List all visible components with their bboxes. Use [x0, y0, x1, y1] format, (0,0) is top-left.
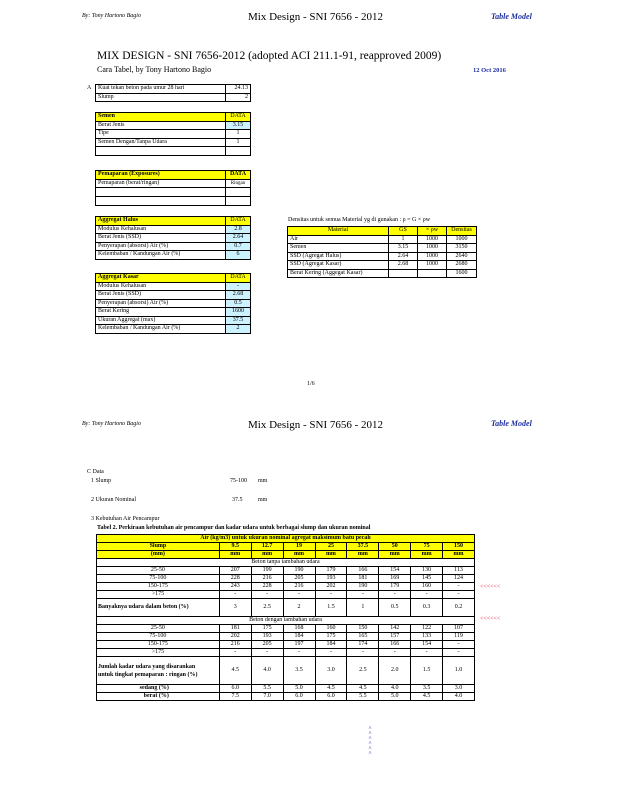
pemaparan-table [95, 170, 251, 206]
berat-cell: 4.0 [443, 693, 475, 701]
col-size: 37.5 [347, 543, 379, 551]
dengan-cell: 175 [315, 633, 347, 641]
tanpa-cell: >175 [97, 591, 220, 599]
kasar-row-label: Ukuran Aggregat (max) [96, 316, 226, 325]
dengan-cell: 166 [379, 641, 411, 649]
berat-cell: 6.0 [315, 693, 347, 701]
jumlah-cell: 2.5 [347, 657, 379, 685]
tanpa-cell: - [347, 591, 379, 599]
tanpa-cell: - [315, 591, 347, 599]
dengan-cell: - [219, 649, 251, 657]
kasar-row-label: Berat Kering [96, 308, 226, 317]
input-table [95, 84, 251, 102]
densitas-cell: 1000 [447, 235, 477, 244]
semen-row-label [96, 147, 226, 156]
densitas-table [287, 226, 477, 278]
dengan-cell: - [411, 649, 443, 657]
tanpa-cell: - [379, 591, 411, 599]
tanpa-cell: 207 [219, 567, 251, 575]
densitas-cell: 1000 [418, 252, 447, 261]
tanpa-cell: 150-175 [97, 583, 220, 591]
banyak-cell: 0.3 [411, 599, 443, 617]
halus-data-header: DATA [226, 217, 251, 226]
col-mm: mm [251, 551, 283, 559]
tanpa-cell: 190 [347, 583, 379, 591]
dengan-cell: 119 [443, 633, 475, 641]
densitas-cell: Berat Kering (Aggegat Kasar) [288, 269, 389, 278]
jumlah-cell: 3.0 [315, 657, 347, 685]
dengan-cell: - [251, 649, 283, 657]
berat-cell: 4.5 [411, 693, 443, 701]
kasar-header: Aggregat Kasar [96, 274, 226, 283]
densitas-cell: 1600 [447, 269, 477, 278]
kebutuhan-label: 3 Kebutuhan Air Pencampur [91, 516, 160, 522]
dengan-cell: 216 [219, 641, 251, 649]
tanpa-cell: 228 [219, 575, 251, 583]
densitas-cell: SSD (Agregat Kasar) [288, 261, 389, 270]
tanpa-cell: - [443, 591, 475, 599]
densitas-note: Densitas untuk semua Material yg di gunakan : ρ = G × ρw [288, 217, 431, 223]
sedang-cell: 6.0 [219, 685, 251, 693]
densitas-cell: Semen [288, 244, 389, 253]
dengan-cell: 184 [283, 633, 315, 641]
tanpa-cell: 25-50 [97, 567, 220, 575]
banyak-label: Banyaknya udara dalam beton (%) [97, 599, 220, 617]
densitas-cell: 1 [389, 235, 418, 244]
col-unit: (mm) [97, 551, 220, 559]
col-size: 75 [411, 543, 443, 551]
dengan-cell: 154 [411, 641, 443, 649]
semen-row-label: Tipe [96, 130, 226, 139]
kasar-row-value[interactable]: - [226, 282, 251, 291]
tanpa-cell: - [443, 583, 475, 591]
banyak-cell: 2 [283, 599, 315, 617]
kasar-row-value[interactable]: 1600 [226, 308, 251, 317]
dengan-cell: - [443, 641, 475, 649]
dengan-cell: 133 [411, 633, 443, 641]
densitas-col-gs: GS [389, 227, 418, 236]
tanpa-cell: - [219, 591, 251, 599]
section-a-label: A [87, 85, 92, 91]
halus-header: Aggregat Halus [96, 217, 226, 226]
page-subtitle: Cara Tabel, by Tony Hartono Bagio [97, 65, 212, 74]
slump-label: Slump [96, 93, 226, 102]
densitas-cell: 2640 [447, 252, 477, 261]
col-size: 19 [283, 543, 315, 551]
date-label: 12 Oct 2016 [473, 67, 506, 74]
halus-row-value[interactable]: 6 [226, 251, 251, 260]
sedang-cell: 5.0 [283, 685, 315, 693]
densitas-cell [389, 269, 418, 278]
page-title: MIX DESIGN - SNI 7656-2012 (adopted ACI 211.1-91, reapproved 2009) [97, 50, 442, 62]
dengan-cell: 107 [443, 625, 475, 633]
halus-row-value[interactable]: 2.8 [226, 225, 251, 234]
tanpa-cell: 160 [411, 583, 443, 591]
halus-row-value[interactable]: 0.7 [226, 242, 251, 251]
pemaparan-row-value[interactable] [226, 197, 251, 206]
dengan-cell: - [347, 649, 379, 657]
dengan-cell: >175 [97, 649, 220, 657]
tanpa-cell: 154 [379, 567, 411, 575]
densitas-cell: 3.15 [389, 244, 418, 253]
halus-row-label: Penyerapan (absorsi) Air (%) [96, 242, 226, 251]
col-mm: mm [315, 551, 347, 559]
dengan-cell: 168 [283, 625, 315, 633]
col-mm: mm [379, 551, 411, 559]
semen-row-label: Semen Dengan/Tanpa Udara [96, 138, 226, 147]
tanpa-cell: - [283, 591, 315, 599]
tanpa-cell: 145 [411, 575, 443, 583]
semen-row-value[interactable]: 1 [226, 130, 251, 139]
halus-row-value[interactable]: 2.64 [226, 234, 251, 243]
kasar-row-label: Berat Jenis (SSD) [96, 291, 226, 300]
densitas-cell: 2.64 [389, 252, 418, 261]
highlight-arrow-icon: <<<<<< [480, 616, 501, 622]
sedang-cell: 3.5 [411, 685, 443, 693]
tanpa-cell: 243 [219, 583, 251, 591]
berat-cell: 7.0 [251, 693, 283, 701]
col-mm: mm [283, 551, 315, 559]
dengan-cell: 157 [379, 633, 411, 641]
semen-row-value[interactable]: 3.15 [226, 121, 251, 130]
sedang-cell: 4.0 [379, 685, 411, 693]
table2 [96, 534, 475, 701]
banyak-cell: 1.5 [315, 599, 347, 617]
densitas-cell: 1000 [418, 244, 447, 253]
pemaparan-row-label [96, 188, 226, 197]
densitas-cell: Air [288, 235, 389, 244]
berat-cell: 5.5 [347, 693, 379, 701]
slump-data-value: 75-100 [230, 478, 247, 484]
jumlah-cell: 2.0 [379, 657, 411, 685]
jumlah-label-line1: Jumlah kadar udara yang disarankan [98, 663, 196, 670]
semen-table [95, 112, 251, 156]
sedang-cell: 4.5 [315, 685, 347, 693]
tanpa-cell: 124 [443, 575, 475, 583]
tanpa-cell: 199 [251, 567, 283, 575]
banyak-cell: 0.2 [443, 599, 475, 617]
banyak-cell: 1 [347, 599, 379, 617]
pemaparan-header: Pemaparan (Exposures) [96, 171, 226, 180]
pemaparan-row-value[interactable] [226, 188, 251, 197]
semen-row-label: Berat Jenis [96, 121, 226, 130]
tanpa-label: Beton tanpa tambahan udara [97, 559, 475, 567]
table2-title: Tabel 2. Perkiraan kebutuhan air pencampur dan kadar udara untuk berbagai slump dan ukuran nominal [97, 525, 371, 531]
dengan-cell: 175 [251, 625, 283, 633]
tanpa-cell: 205 [283, 575, 315, 583]
kasar-data-header: DATA [226, 274, 251, 283]
berat-cell: 6.0 [283, 693, 315, 701]
author-label-2: By: Tony Hartono Bagio [82, 421, 141, 427]
col-mm: mm [219, 551, 251, 559]
kasar-row-value[interactable]: 37.5 [226, 316, 251, 325]
densitas-col-densitas: Densitas [447, 227, 477, 236]
jumlah-cell: 1.5 [411, 657, 443, 685]
header-title: Mix Design - SNI 7656 - 2012 [248, 11, 384, 23]
jumlah-label [97, 657, 220, 685]
slump-data-label: 1 Slump [91, 478, 112, 484]
banyak-cell: 3 [219, 599, 251, 617]
banyak-cell: 2.5 [251, 599, 283, 617]
slump-value[interactable]: 2 [226, 93, 251, 102]
kuat-value[interactable]: 24.13 [226, 85, 251, 94]
author-label: By: Tony Hartono Bagio [82, 13, 141, 19]
tanpa-cell: 216 [251, 575, 283, 583]
sedang-label: sedang (%) [97, 685, 220, 693]
densitas-col-pw: × ρw [418, 227, 447, 236]
nominal-data-label: 2 Ukuran Nominal [91, 497, 136, 503]
dengan-cell: 202 [219, 633, 251, 641]
kasar-row-label: Kelembaban / Kandungan Air (%) [96, 325, 226, 334]
dengan-cell: - [283, 649, 315, 657]
sedang-cell: 5.5 [251, 685, 283, 693]
page-number: 1/6 [307, 381, 315, 387]
highlight-arrow-icon: <<<<<< [480, 584, 501, 590]
kasar-row-label: Modulus Kehalusan [96, 282, 226, 291]
col-size: 12.7 [251, 543, 283, 551]
dengan-label: Beton dengan tambahan udara [97, 617, 475, 625]
tanpa-cell: 75-100 [97, 575, 220, 583]
dengan-cell: 181 [219, 625, 251, 633]
tanpa-cell: 216 [283, 583, 315, 591]
berat-cell: 5.0 [379, 693, 411, 701]
kuat-label: Kuat tekan beton pada umur 28 hari [96, 85, 226, 94]
densitas-cell: 2.68 [389, 261, 418, 270]
halus-row-label: Modulus Kehalusan [96, 225, 226, 234]
tanpa-cell: 190 [283, 567, 315, 575]
semen-row-value[interactable]: 1 [226, 138, 251, 147]
dengan-cell: 150 [347, 625, 379, 633]
tanpa-cell: 179 [379, 583, 411, 591]
densitas-cell: 1000 [418, 235, 447, 244]
dengan-cell: 165 [347, 633, 379, 641]
header-model-2: Table Model [491, 419, 532, 428]
tanpa-cell: 179 [315, 567, 347, 575]
densitas-cell [418, 269, 447, 278]
col-mm: mm [347, 551, 379, 559]
berat-cell: 7.5 [219, 693, 251, 701]
pemaparan-row-label: Pemaparan (berat/ringan) [96, 179, 226, 188]
tanpa-cell: - [411, 591, 443, 599]
nominal-data-unit: mm [258, 497, 268, 503]
header-title-2: Mix Design - SNI 7656 - 2012 [248, 419, 384, 431]
section-c-label: C Data [87, 469, 104, 475]
dengan-cell: 150-175 [97, 641, 220, 649]
col-size: 25 [315, 543, 347, 551]
dengan-cell: 142 [379, 625, 411, 633]
halus-table [95, 216, 251, 260]
pemaparan-row-label [96, 197, 226, 206]
densitas-cell: 1000 [418, 261, 447, 270]
tanpa-cell: 193 [315, 575, 347, 583]
col-size: 150 [443, 543, 475, 551]
sedang-cell: 4.5 [347, 685, 379, 693]
tanpa-cell: 202 [315, 583, 347, 591]
dengan-cell: - [443, 649, 475, 657]
tanpa-rows [97, 567, 475, 599]
tanpa-cell: 228 [251, 583, 283, 591]
dengan-cell: 160 [315, 625, 347, 633]
berat-label: berat (%) [97, 693, 220, 701]
dengan-cell: - [379, 649, 411, 657]
banyak-cell: 0.5 [379, 599, 411, 617]
dengan-cell: 174 [347, 641, 379, 649]
jumlah-cell: 4.5 [219, 657, 251, 685]
semen-data-header: DATA [226, 113, 251, 122]
halus-row-label: Kelembaban / Kandungan Air (%) [96, 251, 226, 260]
col-mm: mm [443, 551, 475, 559]
tanpa-cell: - [251, 591, 283, 599]
col-size: 50 [379, 543, 411, 551]
kasar-row-value[interactable]: 0.5 [226, 299, 251, 308]
header-model: Table Model [491, 12, 532, 21]
nominal-data-value: 37.5 [232, 497, 243, 503]
densitas-cell: 2680 [447, 261, 477, 270]
column-arrow-icon: ^ ^ ^ ^ ^ ^ [368, 726, 372, 757]
dengan-cell: 122 [411, 625, 443, 633]
dengan-cell: 193 [251, 633, 283, 641]
densitas-cell: SSD (Agregat Halus) [288, 252, 389, 261]
semen-row-value[interactable] [226, 147, 251, 156]
pemaparan-data-header: DATA [226, 171, 251, 180]
tanpa-cell: 130 [411, 567, 443, 575]
dengan-cell: 205 [251, 641, 283, 649]
jumlah-cell: 1.0 [443, 657, 475, 685]
halus-row-label: Berat Jenis (SSD) [96, 234, 226, 243]
semen-header: Semen [96, 113, 226, 122]
pemaparan-row-value[interactable]: Ringan [226, 179, 251, 188]
densitas-col-material: Material [288, 227, 389, 236]
tanpa-cell: 166 [347, 567, 379, 575]
slump-data-unit: mm [258, 478, 268, 484]
densitas-cell: 3150 [447, 244, 477, 253]
tanpa-cell: 181 [347, 575, 379, 583]
dengan-cell: 75-100 [97, 633, 220, 641]
dengan-rows [97, 625, 475, 657]
sedang-cell: 3.0 [443, 685, 475, 693]
kasar-row-value[interactable]: 2.68 [226, 291, 251, 300]
table2-header: Air (kg/m3) untuk ukuran nominal agregat maksimum batu pecah [97, 535, 475, 543]
dengan-cell: 197 [283, 641, 315, 649]
kasar-table [95, 273, 251, 334]
dengan-cell: - [315, 649, 347, 657]
tanpa-cell: 169 [379, 575, 411, 583]
col-mm: mm [411, 551, 443, 559]
tanpa-cell: 113 [443, 567, 475, 575]
col-slump: Slump [97, 543, 220, 551]
col-size: 9.5 [219, 543, 251, 551]
kasar-row-label: Penyerapan (absorsi) Air (%) [96, 299, 226, 308]
kasar-row-value[interactable]: 2 [226, 325, 251, 334]
jumlah-cell: 3.5 [283, 657, 315, 685]
dengan-cell: 25-50 [97, 625, 220, 633]
jumlah-label-line2: untuk tingkat pemaparan : ringan (%) [98, 671, 198, 678]
dengan-cell: 184 [315, 641, 347, 649]
jumlah-cell: 4.0 [251, 657, 283, 685]
